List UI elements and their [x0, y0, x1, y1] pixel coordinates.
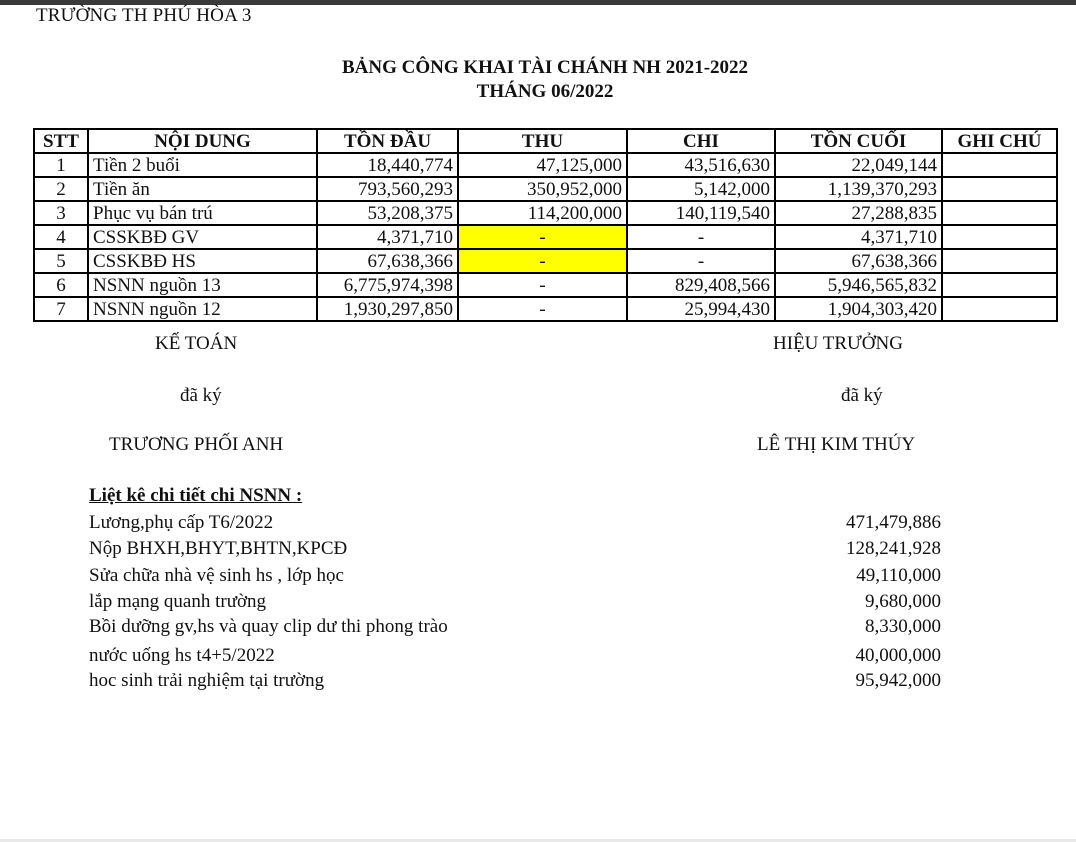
header-income: THU — [458, 129, 627, 153]
cell-expense: - — [627, 225, 775, 249]
cell-stt: 4 — [34, 225, 88, 249]
detail-label: Bồi dưỡng gv,hs và quay clip dư thi phong trào — [89, 616, 448, 637]
detail-label: Sửa chữa nhà vệ sinh hs , lớp học — [89, 565, 344, 586]
header-expense: CHI — [627, 129, 775, 153]
cell-expense: 25,994,430 — [627, 297, 775, 321]
detail-heading: Liệt kê chi tiết chi NSNN : — [89, 485, 303, 506]
detail-amount: 8,330,000 — [865, 616, 941, 637]
table-row — [34, 273, 1057, 297]
cell-income-highlighted: - — [458, 225, 627, 249]
detail-item — [89, 616, 941, 638]
cell-expense: 5,142,000 — [627, 177, 775, 201]
table-row — [34, 201, 1057, 225]
table-row — [34, 177, 1057, 201]
detail-amount: 95,942,000 — [855, 670, 941, 691]
table-row — [34, 297, 1057, 321]
document-subtitle: THÁNG 06/2022 — [476, 81, 614, 102]
principal-name: LÊ THỊ KIM THÚY — [757, 434, 916, 455]
cell-income: 114,200,000 — [458, 201, 627, 225]
cell-desc: NSNN nguồn 13 — [88, 273, 317, 297]
document-title: BẢNG CÔNG KHAI TÀI CHÁNH NH 2021-2022 — [341, 57, 749, 78]
detail-label: hoc sinh trải nghiệm tại trường — [89, 670, 325, 691]
cell-income-highlighted: - — [458, 249, 627, 273]
detail-amount: 49,110,000 — [856, 565, 941, 586]
cell-stt: 7 — [34, 297, 88, 321]
cell-expense: 43,516,630 — [627, 153, 775, 177]
accountant-title: KẾ TOÁN — [155, 333, 238, 354]
cell-close: 1,139,370,293 — [775, 177, 942, 201]
accountant-signed: đã ký — [180, 385, 222, 406]
cell-desc: CSSKBĐ HS — [88, 249, 317, 273]
cell-expense: - — [627, 249, 775, 273]
table-header-row — [34, 129, 1057, 153]
cell-close: 67,638,366 — [775, 249, 942, 273]
cell-note — [942, 297, 1057, 321]
cell-stt: 6 — [34, 273, 88, 297]
cell-note — [942, 177, 1057, 201]
header-desc: NỘI DUNG — [88, 129, 317, 153]
cell-stt: 2 — [34, 177, 88, 201]
detail-label: Nộp BHXH,BHYT,BHTN,KPCĐ — [89, 538, 348, 559]
cell-income: 47,125,000 — [458, 153, 627, 177]
principal-title: HIỆU TRƯỞNG — [773, 333, 903, 354]
cell-close: 1,904,303,420 — [775, 297, 942, 321]
finance-table — [33, 128, 1058, 322]
accountant-name: TRƯƠNG PHỐI ANH — [109, 434, 284, 455]
header-open: TỒN ĐẦU — [317, 129, 458, 153]
cell-income: 350,952,000 — [458, 177, 627, 201]
detail-label: Lương,phụ cấp T6/2022 — [89, 512, 274, 533]
cell-open: 18,440,774 — [317, 153, 458, 177]
cell-close: 27,288,835 — [775, 201, 942, 225]
detail-item — [89, 645, 941, 667]
principal-signed: đã ký — [841, 385, 883, 406]
cell-stt: 1 — [34, 153, 88, 177]
cell-stt: 3 — [34, 201, 88, 225]
cell-desc: CSSKBĐ GV — [88, 225, 317, 249]
detail-item — [89, 538, 941, 560]
school-name: TRƯỜNG TH PHÚ HÒA 3 — [36, 5, 252, 26]
cell-close: 22,049,144 — [775, 153, 942, 177]
cell-desc: Phục vụ bán trú — [88, 201, 317, 225]
cell-open: 67,638,366 — [317, 249, 458, 273]
detail-amount: 9,680,000 — [865, 591, 941, 612]
detail-amount: 471,479,886 — [846, 512, 941, 533]
cell-desc: Tiền 2 buổi — [88, 153, 317, 177]
cell-note — [942, 273, 1057, 297]
cell-close: 4,371,710 — [775, 225, 942, 249]
detail-item — [89, 565, 941, 587]
detail-item — [89, 591, 941, 613]
cell-stt: 5 — [34, 249, 88, 273]
cell-open: 4,371,710 — [317, 225, 458, 249]
cell-open: 6,775,974,398 — [317, 273, 458, 297]
cell-income: - — [458, 273, 627, 297]
cell-desc: Tiền ăn — [88, 177, 317, 201]
header-stt: STT — [34, 129, 88, 153]
table-row — [34, 249, 1057, 273]
cell-open: 1,930,297,850 — [317, 297, 458, 321]
cell-open: 793,560,293 — [317, 177, 458, 201]
detail-item — [89, 670, 941, 692]
cell-note — [942, 153, 1057, 177]
cell-expense: 140,119,540 — [627, 201, 775, 225]
cell-desc: NSNN nguồn 12 — [88, 297, 317, 321]
cell-close: 5,946,565,832 — [775, 273, 942, 297]
detail-label: lắp mạng quanh trường — [89, 591, 267, 612]
header-note: GHI CHÚ — [942, 129, 1057, 153]
cell-note — [942, 201, 1057, 225]
table-row — [34, 153, 1057, 177]
cell-expense: 829,408,566 — [627, 273, 775, 297]
cell-note — [942, 249, 1057, 273]
table-row — [34, 225, 1057, 249]
header-close: TỒN CUỐI — [775, 129, 942, 153]
detail-amount: 40,000,000 — [855, 645, 941, 666]
cell-note — [942, 225, 1057, 249]
cell-income: - — [458, 297, 627, 321]
detail-item — [89, 512, 941, 534]
detail-amount: 128,241,928 — [846, 538, 941, 559]
detail-label: nước uống hs t4+5/2022 — [89, 645, 275, 666]
cell-open: 53,208,375 — [317, 201, 458, 225]
